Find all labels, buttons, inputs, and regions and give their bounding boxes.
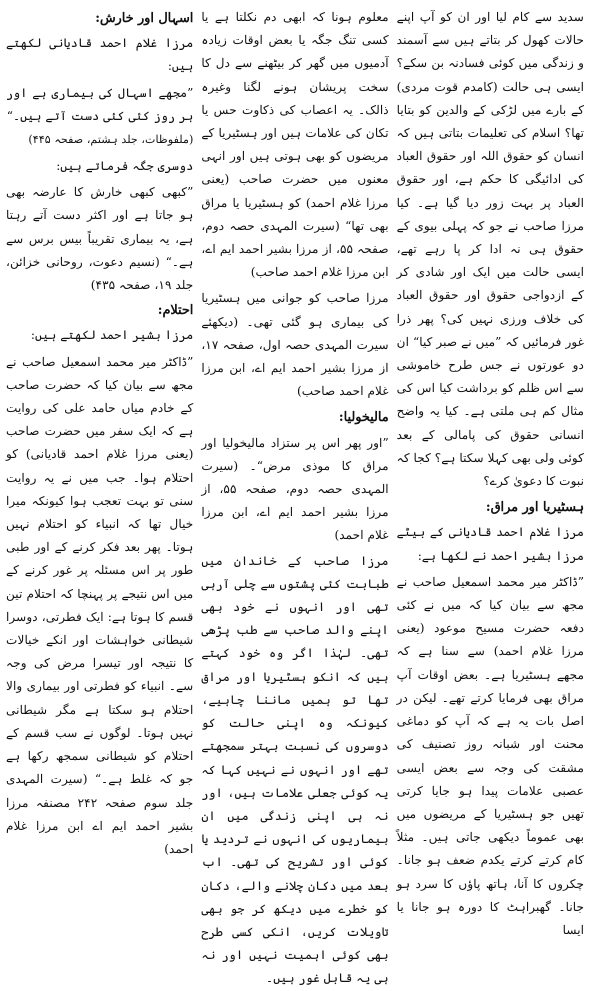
- paragraph-intro: سدید سے کام لیا اور ان کو آپ اپنے حالات کھول کر بتاتے ہیں سے آسمند و زندگی میں کوئی فسادنہ بن سکے؟ ایسی ہی حالت (کامدم قوت مردی) کے بارے میں لڑکی کے والدین کو بتایا تھا؟ اسلام کی تعلیمات بتاتی ہیں کہ انسان کو حقوق اللہ اور حقوق العباد کی ادائیگی کا حکم ہے، اور حقوق العباد پر بہت زور دیا گیا ہے۔ کیا مرزا صاحب نے جو کہ پہلی بیوی کے حقوق ہی نہ ادا کر پا رہے تھے، ایسی حالت میں ایک اور شادی کر کے ازدواجی حقوق اور حقوق العباد کی خلاف ورزی نہیں کی؟ پھر ذرا غور فرمائیں کہ ”میں نے صبر کیا“ ان دو عورتوں نے جس طرح خاموشی سے اس ظلم کو برداشت کیا اس کی مثال کم ہی ملتی ہے۔ کیا یہ واضح انسانی حقوق کی پامالی کے بعد کوئی ولی بھی کہلا سکتا ہے؟ کجا کہ نبوت کا دعویٰ کرے؟: [396, 10, 584, 489]
- column-left: [6, 6, 194, 856]
- paragraph-source: دوسری جگہ فرماتے ہیں:: [56, 159, 194, 174]
- paragraph-source: مرزا غلام احمد قادیانی لکھتے ہیں:: [6, 36, 194, 74]
- paragraph-source: مرزا بشیر احمد لکھتے ہیں:: [30, 328, 194, 343]
- quote-block: ”ڈاکٹر میر محمد اسمعیل صاحب نے مجھ سے بیان کیا کہ حضرت صاحب کے خادم میاں حامد علی کی روایت ہے کہ ایک سفر میں حضرت صاحب (یعنی مرزا غلام احمد قادیانی) کو احتلام ہوا۔ جب میں نے یہ روایت سنی تو بہت تعجب ہوا کیونکہ میرا خیال تھا کہ انبیاء کو احتلام نہیں ہوتا۔ پھر بعد فکر کرنے کے اور طبی طور پر اس مسئلہ پر غور کرنے کے میں اس نتیجے پر پہنچا کہ احتلام تین قسم کا ہوتا ہے: ایک فطرتی، دوسرا شیطانی خواہشات اور انکے خیالات کا نتیجہ اور تیسرا مرض کی وجہ سے۔ انبیاء کو فطرتی اور بیماری والا احتلام ہو سکتا ہے مگر شیطانی نہیں ہوتا۔ لوگوں نے سب قسم کے احتلام کو شیطانی سمجھ رکھا ہے جو کہ غلط ہے۔“ (سیرت المہدی جلد سوم صفحہ ۲۴۲ مصنفہ مرزا بشیر احمد ایم اے ابن مرزا غلام احمد): [6, 354, 194, 856]
- paragraph-commentary: مرزا صاحب کے خاندان میں طبابت کئی پشتوں سے چلی آرہی تھی اور انہوں نے خود بھی اپنے والد صاحب سے طب پڑھی تھی۔ لہٰذا اگر وہ خود کہتے ہیں کہ انکو ہسٹیریا اور مراق تھا تو ہمیں ماننا چاہیے، کیونکہ وہ اپنی حالت کو دوسروں کی نسبت بہتر سمجھتے تھے اور انہوں نے نہیں کہا کہ یہ کوئی جعلی علامات ہیں، اور نہ ہی اپنی زندگی میں ان بیماریوں کی انہوں نے تردید یا کوئی اور تشریح کی تھی۔ اب بعد میں دکان چلانے والے، دکان کو خطرے میں دیکھ کر جو بھی تاویلات کریں، انکی کسی طرح بھی کوئی اہمیت نہیں اور نہ ہی یہ قابل غور ہیں۔: [201, 553, 389, 986]
- paragraph-source: مرزا غلام احمد قادیانی کے بیٹے مرزا بشیر احمد نے لکھا ہے:: [396, 525, 584, 563]
- column-right: [396, 6, 584, 937]
- section-heading-nocturnal-emission: احتلام:: [157, 303, 194, 319]
- quote-block: ”مجھے اسہال کی بیماری ہے اور ہر روز کئی کئی دست آتے ہیں۔“: [6, 85, 194, 123]
- quote-block: ”اور پھر اس پر ستزاد مالیخولیا اور مراق کا موذی مرض“۔ (سیرت المہدی حصہ دوم، صفحہ ۵۵، از مرزا بشیر احمد ایم اے، ابن مرزا غلام احمد): [201, 435, 389, 543]
- quote-block: ”کبھی کبھی خارش کا عارضہ بھی ہو جاتا ہے اور اکثر دست آتے رہتا ہے، یہ بیماری تقریباً بیس برس سے ہے۔“ (نسیم دعوت، روحانی خزائن، جلد ۱۹، صفحہ ۴۳۵): [6, 185, 194, 293]
- document-page: [6, 6, 584, 986]
- paragraph-continued: معلوم ہونا کہ ابھی دم نکلتا ہے یا کسی تنگ جگہ یا بعض اوقات زیادہ آدمیوں میں گھر کر بیٹھنے سے دل کا سخت پریشان ہونے لگنا وغیرہ ذالک۔ یہ اعصاب کی ذکاوت حس یا تکان کی علامات ہیں اور ہسٹیریا کے مریضوں کو بھی ہوتی ہیں اور انہی معنوں میں حضرت صاحب (یعنی مرزا غلام احمد) کو ہسٹیریا یا مراق بھی تھا“ (سیرت المہدی حصہ دوم، صفحہ ۵۵، از مرزا بشیر احمد ایم اے، ابن مرزا غلام احمد صاحب): [201, 10, 389, 280]
- quote-block: ”ڈاکٹر میر محمد اسمعیل صاحب نے مجھ سے بیان کیا کہ میں نے کئی دفعہ حضرت مسیح موعود (یعنی مرزا غلام احمد) سے سنا ہے کہ مجھے ہسٹیریا ہے۔ بعض اوقات آپ مراق بھی فرمایا کرتے تھے۔ لیکن در اصل بات یہ ہے کہ آپ کو دماغی محنت اور شبانہ روز تصنیف کی مشقت کی وجہ سے بعض ایسی عصبی علامات پیدا ہو جایا کرتی تھیں جو ہسٹیریا کے مریضوں میں بھی عموماً دیکھی جاتی ہیں۔ مثلاً کام کرتے کرتے یکدم ضعف ہو جانا۔ چکروں کا آنا، ہاتھ پاؤں کا سرد ہو جانا۔ گھبراہٹ کا دورہ ہو جانا یا ایسا: [396, 574, 584, 937]
- section-heading-hysteria: ہسٹیریا اور مراق:: [485, 500, 584, 516]
- reference-citation: (ملفوظات، جلد ہشتم، صفحہ ۴۴۵): [28, 133, 194, 147]
- paragraph-youth-hysteria: مرزا صاحب کو جوانی میں ہسٹیریا کی بیماری ہو گئی تھی۔ (دیکھئے سیرت المہدی حصہ اول، صفحہ ۱۷، از مرزا بشیر احمد ایم اے، ابن مرزا غلام احمد صاحب): [201, 291, 389, 399]
- column-middle: [201, 6, 389, 986]
- section-heading-diarrhea: اسہال اور خارش:: [95, 11, 194, 26]
- section-heading-melancholia: مالیخولیا:: [338, 410, 389, 426]
